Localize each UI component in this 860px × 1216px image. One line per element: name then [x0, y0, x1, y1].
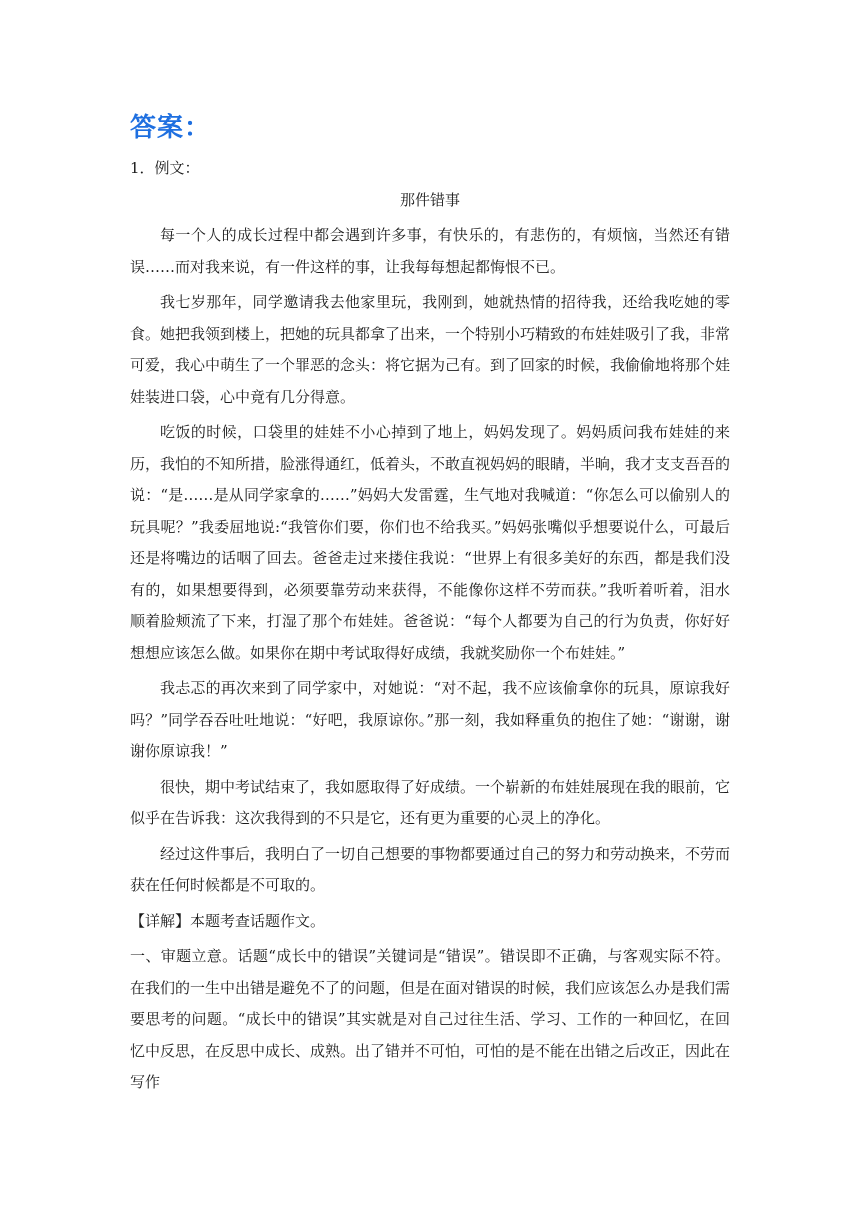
essay-paragraph: 每一个人的成长过程中都会遇到许多事，有快乐的，有悲伤的，有烦恼，当然还有错误……而对我来说，有一件这样的事，让我每每想起都悔恨不已。 — [130, 226, 730, 276]
essay-title: 那件错事 — [399, 191, 460, 209]
explanation-label: 【详解】本题考查话题作文。 — [130, 911, 326, 930]
answer-heading: 答案： — [130, 113, 212, 143]
essay-body — [130, 220, 730, 1103]
essay-paragraph: 我忐忑的再次来到了同学家中，对她说：“对不起，我不应该偷拿你的玩具，原谅我好吗？”同学吞吞吐吐地说：“好吧，我原谅你。”那一刻，我如释重负的抱住了她：“谢谢，谢谢你原谅我！” — [130, 679, 730, 760]
essay-paragraph: 我七岁那年，同学邀请我去他家里玩，我刚到，她就热情的招待我，还给我吃她的零食。她把我领到楼上，把她的玩具都拿了出来，一个特别小巧精致的布娃娃吸引了我，非常可爱，我心中萌生了一个罪恶的念头：将它据为己有。到了回家的时候，我偷偷地将那个娃娃装进口袋，心中竟有几分得意。 — [130, 293, 731, 406]
essay-paragraph: 经过这件事后，我明白了一切自己想要的事物都要通过自己的努力和劳动换来，不劳而获在任何时候都是不可取的。 — [130, 844, 731, 894]
explanation-text: 一、审题立意。话题“成长中的错误”关键词是“错误”。错误即不正确，与客观实际不符。在我们的一生中出错是避免不了的问题，但是在面对错误的时候，我们应该怎么办是我们需要思考的问题。“成长中的错误”其实就是对自己过往生活、学习、工作的一种回忆，在回忆中反思，在反思中成长、成熟。出了错并不可怕，可怕的是不能在出错之后改正，因此在写作 — [130, 947, 731, 1091]
essay-paragraph: 吃饭的时候，口袋里的娃娃不小心掉到了地上，妈妈发现了。妈妈质问我布娃娃的来历，我怕的不知所措，脸涨得通红，低着头，不敢直视妈妈的眼睛，半晌，我才支支吾吾的说：“是……是从同学家拿的……”妈妈大发雷霆，生气地对我喊道：“你怎么可以偷别人的玩具呢？”我委屈地说:“我管你们要，你们也不给我买。”妈妈张嘴似乎想要说什么，可最后还是将嘴边的话咽了回去。爸爸走过来搂住我说：“世界上有很多美好的东西，都是我们没有的，如果想要得到，必须要靠劳动来获得，不能像你这样不劳而获。”我听着听着，泪水顺着脸颊流了下来，打湿了那个布娃娃。爸爸说：“每个人都要为自己的行为负责，你好好想想应该怎么做。如果你在期中考试取得好成绩，我就奖励你一个布娃娃。” — [130, 423, 731, 662]
essay-paragraph: 很快，期中考试结束了，我如愿取得了好成绩。一个崭新的布娃娃展现在我的眼前，它似乎在告诉我：这次我得到的不只是它，还有更为重要的心灵上的净化。 — [130, 777, 731, 827]
question-number: 1．例文： — [130, 159, 200, 177]
